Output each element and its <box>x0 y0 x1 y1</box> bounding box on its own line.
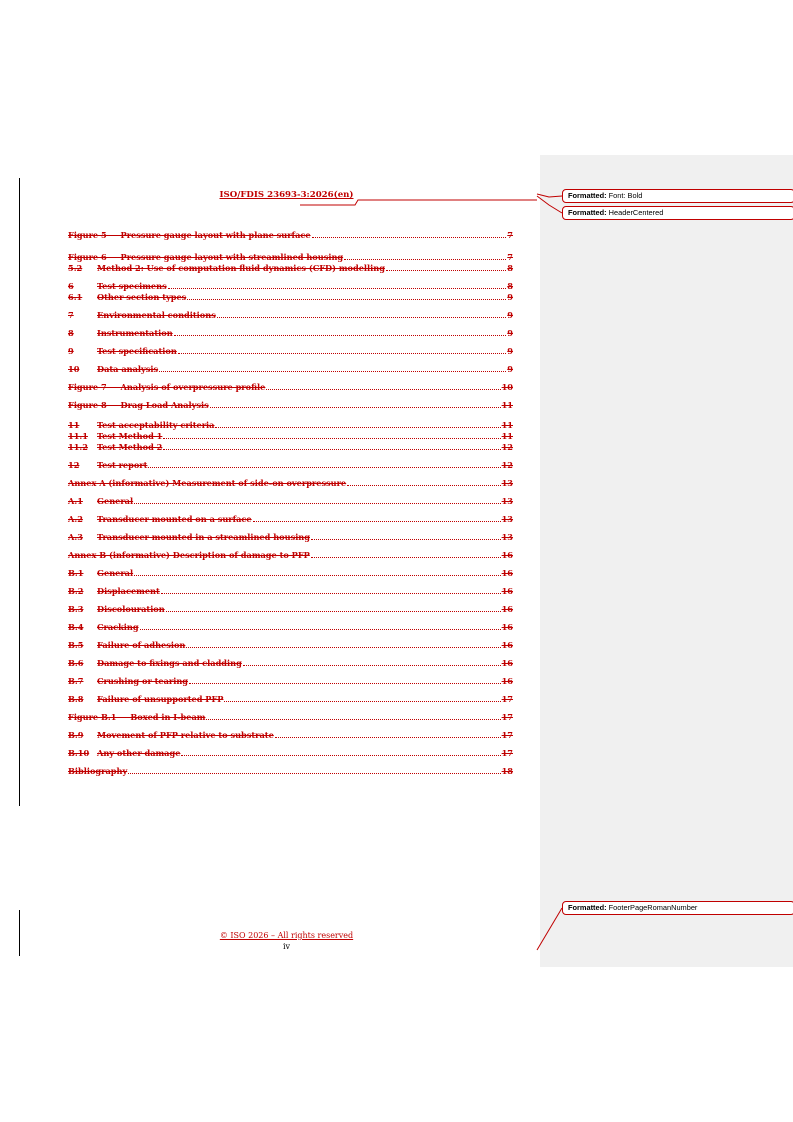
toc-entry-page: 7 <box>507 252 513 262</box>
toc-entry-number: 9 <box>68 346 74 356</box>
toc-entry-number: B.3 <box>68 604 84 614</box>
toc-entry-title: Damage to fixings and cladding <box>97 658 242 668</box>
toc-entry[interactable] <box>68 495 513 506</box>
toc-entry-title: Figure 8 — Drag Load Analysis <box>68 400 209 410</box>
toc-entry-number: A.2 <box>68 514 83 524</box>
toc-entry-page: 16 <box>501 586 513 596</box>
comment-label: Formatted: <box>568 903 607 912</box>
toc-entry-page: 11 <box>501 431 513 441</box>
toc-entry-page: 11 <box>501 400 513 410</box>
toc-entry-page: 12 <box>501 442 513 452</box>
toc-entry[interactable] <box>68 345 513 356</box>
toc-entry-number: 6.1 <box>68 292 83 302</box>
toc-entry[interactable] <box>68 251 513 262</box>
footer-copyright: © ISO 2026 – All rights reserved <box>219 931 354 940</box>
toc-leader-dots <box>174 335 507 336</box>
toc-entry-title: General <box>97 568 134 578</box>
toc-entry-page: 18 <box>501 766 513 776</box>
toc-leader-dots <box>178 353 507 354</box>
comment-margin-panel <box>540 155 793 967</box>
toc-entry[interactable] <box>68 639 513 650</box>
toc-leader-dots <box>311 539 501 540</box>
toc-entry-title: Any other damage <box>97 748 181 758</box>
toc-entry-page: 13 <box>501 478 513 488</box>
toc-entry-page: 7 <box>507 230 513 240</box>
toc-entry-title: Displacement <box>97 586 160 596</box>
toc-leader-dots <box>159 371 506 372</box>
toc-entry-page: 10 <box>501 382 513 392</box>
toc-entry-title: Test acceptability criteria <box>97 420 215 430</box>
toc-entry-number: 11.2 <box>68 442 88 452</box>
toc-entry-title: Cracking <box>97 622 139 632</box>
toc-entry[interactable] <box>68 603 513 614</box>
comment-bubble-font-bold[interactable] <box>562 189 793 203</box>
toc-entry[interactable] <box>68 621 513 632</box>
toc-entry-page: 16 <box>501 658 513 668</box>
toc-entry[interactable] <box>68 585 513 596</box>
toc-entry-number: A.1 <box>68 496 83 506</box>
toc-leader-dots <box>140 629 501 630</box>
toc-entry-page: 16 <box>501 640 513 650</box>
toc-entry[interactable] <box>68 729 513 740</box>
toc-leader-dots <box>181 755 500 756</box>
toc-entry-page: 11 <box>501 420 513 430</box>
toc-entry-page: 16 <box>501 568 513 578</box>
toc-entry-title: Figure 7 — Analysis of overpressure profile <box>68 382 266 392</box>
toc-entry[interactable] <box>68 291 513 302</box>
toc-entry-page: 16 <box>501 622 513 632</box>
toc-leader-dots <box>148 467 500 468</box>
toc-leader-dots <box>253 521 501 522</box>
toc-entry-page: 9 <box>507 292 513 302</box>
toc-entry[interactable] <box>68 430 513 441</box>
toc-entry-title: Failure of unsupported PFP <box>97 694 224 704</box>
toc-leader-dots <box>386 270 506 271</box>
toc-entry-title: Test specimens <box>97 281 167 291</box>
toc-entry-title: Data analysis <box>97 364 159 374</box>
toc-entry-page: 16 <box>501 550 513 560</box>
toc-entry-page: 17 <box>501 730 513 740</box>
comment-label: Formatted: <box>568 191 607 200</box>
toc-leader-dots <box>163 449 500 450</box>
toc-entry[interactable] <box>68 747 513 758</box>
toc-entry-page: 13 <box>501 532 513 542</box>
toc-entry-title: Transducer mounted on a surface <box>97 514 252 524</box>
toc-leader-dots <box>312 237 507 238</box>
toc-entry-title: Instrumentation <box>97 328 173 338</box>
toc-entry[interactable] <box>68 567 513 578</box>
toc-entry-title: Environmental conditions <box>97 310 216 320</box>
toc-entry[interactable] <box>68 459 513 470</box>
toc-entry[interactable] <box>68 477 513 488</box>
toc-entry-page: 13 <box>501 496 513 506</box>
toc-leader-dots <box>186 647 500 648</box>
toc-entry[interactable] <box>68 693 513 704</box>
page-left-bar-bottom <box>19 910 20 956</box>
toc-entry-number: B.2 <box>68 586 84 596</box>
toc-entry[interactable] <box>68 363 513 374</box>
toc-entry-page: 12 <box>501 460 513 470</box>
toc-entry-number: B.6 <box>68 658 84 668</box>
toc-entry-title: Test report <box>97 460 148 470</box>
toc-entry-page: 9 <box>507 328 513 338</box>
toc-leader-dots <box>206 719 500 720</box>
toc-entry-page: 17 <box>501 712 513 722</box>
toc-entry-title: Test specification <box>97 346 177 356</box>
toc-entry-title: Discolouration <box>97 604 165 614</box>
toc-entry-number: 6 <box>68 281 74 291</box>
toc-leader-dots <box>344 259 506 260</box>
toc-entry[interactable] <box>68 280 513 291</box>
toc-entry[interactable] <box>68 327 513 338</box>
toc-leader-dots <box>243 665 501 666</box>
toc-leader-dots <box>187 299 506 300</box>
toc-leader-dots <box>163 438 500 439</box>
toc-entry-number: 5.2 <box>68 263 83 273</box>
toc-leader-dots <box>347 485 500 486</box>
toc-entry-page: 16 <box>501 604 513 614</box>
toc-leader-dots <box>217 317 506 318</box>
toc-entry[interactable] <box>68 675 513 686</box>
toc-entry-number: A.3 <box>68 532 83 542</box>
page-left-bar-top <box>19 178 20 806</box>
toc-entry-number: 8 <box>68 328 74 338</box>
toc-entry-title: Figure B.1 — Boxed in I-beam <box>68 712 206 722</box>
toc-entry-number: B.8 <box>68 694 84 704</box>
comment-text: HeaderCentered <box>606 208 664 217</box>
toc-leader-dots <box>311 557 501 558</box>
toc-leader-dots <box>134 503 501 504</box>
connector-header-line <box>300 200 537 205</box>
comment-label: Formatted: <box>568 208 607 217</box>
page-header-title: ISO/FDIS 23693-3:2026(en) <box>219 190 354 200</box>
toc-entry[interactable] <box>68 381 513 392</box>
toc-entry-page: 9 <box>507 346 513 356</box>
toc-entry[interactable] <box>68 765 513 776</box>
toc-entry-page: 17 <box>501 694 513 704</box>
comment-text: FooterPageRomanNumber <box>606 903 698 912</box>
comment-text: Font: Bold <box>606 191 643 200</box>
toc-entry-title: Other section types <box>97 292 187 302</box>
toc-leader-dots <box>215 427 500 428</box>
footer-page-number: iv <box>282 942 291 951</box>
toc-entry-page: 8 <box>507 263 513 273</box>
toc-entry[interactable] <box>68 309 513 320</box>
toc-entry-title: Transducer mounted in a streamlined housing <box>97 532 310 542</box>
toc-entry-number: B.4 <box>68 622 84 632</box>
toc-leader-dots <box>275 737 501 738</box>
toc-leader-dots <box>166 611 501 612</box>
toc-entry-title: General <box>97 496 134 506</box>
toc-entry-page: 9 <box>507 310 513 320</box>
toc-entry-number: B.5 <box>68 640 84 650</box>
toc-entry-number: B.9 <box>68 730 84 740</box>
toc-entry[interactable] <box>68 229 513 240</box>
toc-leader-dots <box>224 701 500 702</box>
toc-entry-title: Test Method 1 <box>97 431 163 441</box>
toc-entry-number: B.10 <box>68 748 90 758</box>
toc-entry[interactable] <box>68 711 513 722</box>
toc-entry-page: 17 <box>501 748 513 758</box>
toc-leader-dots <box>210 407 501 408</box>
toc-entry-title: Method 2: Use of computation fluid dynamics (CFD) modelling <box>97 263 385 273</box>
toc-entry-title: Annex B (informative) Description of damage to PFP <box>68 550 310 560</box>
toc-entry[interactable] <box>68 262 513 273</box>
toc-entry-title: Annex A (informative) Measurement of side-on overpressure <box>68 478 347 488</box>
toc-leader-dots <box>266 389 500 390</box>
toc-leader-dots <box>168 288 507 289</box>
toc-entry[interactable] <box>68 513 513 524</box>
toc-leader-dots <box>134 575 501 576</box>
toc-entry-page: 13 <box>501 514 513 524</box>
toc-entry[interactable] <box>68 399 513 410</box>
comment-bubble-header-centered[interactable] <box>562 206 793 220</box>
toc-entry-number: 11.1 <box>68 431 88 441</box>
toc-leader-dots <box>189 683 501 684</box>
toc-entry[interactable] <box>68 441 513 452</box>
toc-entry-title: Failure of adhesion <box>97 640 186 650</box>
comment-bubble-footer-roman[interactable] <box>562 901 793 915</box>
toc-entry-number: B.1 <box>68 568 84 578</box>
toc-entry-number: 12 <box>68 460 80 470</box>
toc-entry-title: Crushing or tearing <box>97 676 189 686</box>
toc-leader-dots <box>161 593 501 594</box>
toc-entry-page: 16 <box>501 676 513 686</box>
toc-entry-page: 9 <box>507 364 513 374</box>
toc-entry-number: 7 <box>68 310 74 320</box>
toc-entry-title: Test Method 2 <box>97 442 163 452</box>
toc-entry-page: 8 <box>507 281 513 291</box>
toc-entry-title: Figure 6 — Pressure gauge layout with streamlined housing <box>68 252 344 262</box>
toc-entry[interactable] <box>68 657 513 668</box>
toc-entry-number: 10 <box>68 364 80 374</box>
toc-entry-number: 11 <box>68 420 80 430</box>
toc-leader-dots <box>128 773 500 774</box>
toc-entry-number: B.7 <box>68 676 84 686</box>
toc-entry[interactable] <box>68 531 513 542</box>
toc-entry[interactable] <box>68 549 513 560</box>
toc-entry-title: Figure 5 — Pressure gauge layout with plane surface <box>68 230 311 240</box>
toc-entry[interactable] <box>68 419 513 430</box>
toc-entry-title: Movement of PFP relative to substrate <box>97 730 274 740</box>
toc-entry-title: Bibliography <box>68 766 128 776</box>
